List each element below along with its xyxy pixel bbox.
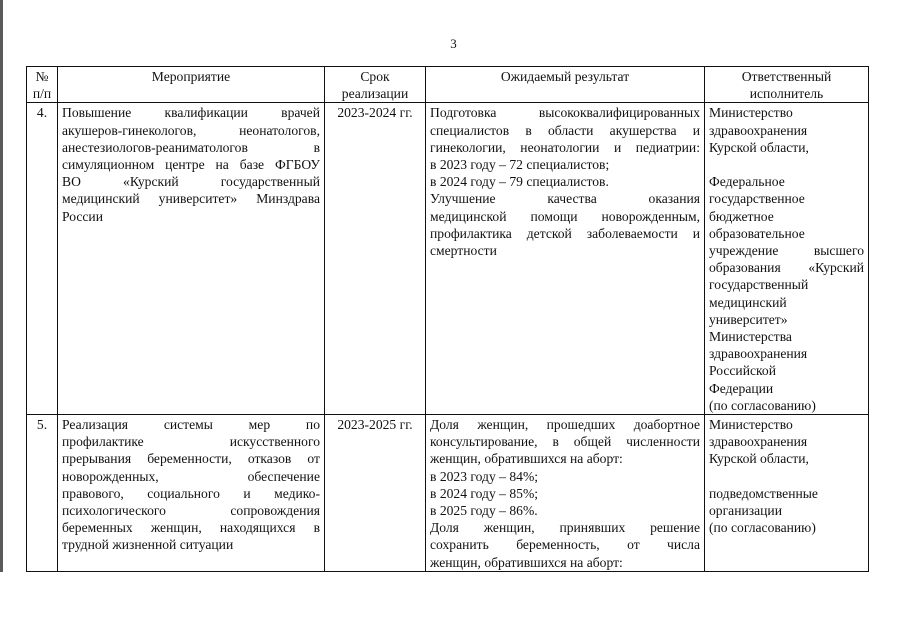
header-term-line2: реализации [341,86,409,102]
table-row [27,415,869,577]
responsible-line: здравоохранения [709,122,808,138]
responsible-blank-line [709,156,864,173]
event-cell [58,103,325,415]
header-num-line2: п/п [32,86,52,102]
responsible-line: образования «Курский [709,260,864,276]
result-cell [426,103,705,415]
responsible-line: университет» [709,311,788,327]
table-bottom-border [26,571,868,572]
result-line: Улучшение качества оказания [430,191,700,207]
responsible-line: здравоохранения [709,346,808,362]
result-line: специалистов в области акушерства и [430,122,700,138]
header-term [325,67,426,103]
responsible-line: государственный [709,277,809,293]
scan-left-edge [0,0,3,640]
event-line: Реализация системы мер по [62,417,320,433]
result-line: сохранить беременность, от числа [430,537,700,553]
term-cell: 2023-2024 гг. [325,103,426,415]
event-cell [58,415,325,577]
result-line: консультирование, в общей численности [430,434,700,450]
header-responsible [705,67,869,103]
responsible-line: Министерство [709,417,793,433]
row-number: 5. [27,415,58,577]
result-line: в 2024 году – 85%; [430,485,539,501]
result-line: профилактика детской заболеваемости и [430,225,700,241]
event-line: Повышение квалификации врачей [62,105,320,121]
result-line: гинекологии, неонатологии и педиатрии: [430,139,700,155]
header-term-line1: Срок [360,69,390,84]
header-responsible-line1: Ответственный [741,69,832,84]
event-line: правового, социального и медико- [62,485,320,501]
result-line: Подготовка высококвалифицированных [430,105,700,121]
responsible-line: Российской [709,363,776,379]
responsible-line: Федеральное [709,174,785,190]
event-line: симуляционном центре на базе ФГБОУ [62,157,320,173]
table-header-row [27,67,869,103]
result-line: медицинской помощи новорожденным, [430,208,700,224]
event-line: ВО «Курский государственный [62,174,320,190]
responsible-line: Курской области, [709,139,809,155]
result-line: женщин, обратившихся на аборт: [430,554,623,570]
header-num [27,67,58,103]
responsible-line: Курской области, [709,451,809,467]
responsible-line: государственное [709,191,805,207]
event-line: беременных женщин, находящихся в [62,520,320,536]
responsible-cell [705,415,869,577]
responsible-line: Министерства [709,329,792,345]
result-line: Доля женщин, принявших решение [430,520,700,536]
row-number: 4. [27,103,58,415]
event-line: трудной жизненной ситуации [62,537,234,553]
event-line: новорожденных, обеспечение [62,468,320,484]
responsible-line: медицинский [709,294,787,310]
responsible-line: учреждение высшего [709,243,864,259]
responsible-line: образовательное [709,225,805,241]
responsible-blank-line [709,468,864,485]
event-line: медицинский университет» Минздрава [62,191,320,207]
page-number: 3 [450,36,457,51]
responsible-line: организации [709,503,782,519]
header-num-line1: № [35,69,49,84]
responsible-line: (по согласованию) [709,520,816,536]
result-line: смертности [430,243,497,259]
result-line: в 2023 году – 72 специалистов; [430,157,610,173]
responsible-cell [705,103,869,415]
result-line: в 2024 году – 79 специалистов. [430,174,609,190]
event-line: психологического сопровождения [62,503,320,519]
table-row [27,103,869,415]
responsible-line: Федерации [709,380,774,396]
event-line: акушеров-гинекологов, неонатологов, [62,122,320,138]
responsible-line: подведомственные [709,485,818,501]
event-line: прерывания беременности, отказов от [62,451,320,467]
measures-table [26,66,869,577]
header-result: Ожидаемый результат [426,67,705,103]
term-cell: 2023-2025 гг. [325,415,426,577]
header-event: Мероприятие [58,67,325,103]
event-line: анестезиологов-реаниматологов в [62,139,320,155]
responsible-line: здравоохранения [709,434,808,450]
responsible-line: бюджетное [709,208,774,224]
result-cell [426,415,705,577]
header-responsible-line2: исполнитель [749,86,824,102]
responsible-line: (по согласованию) [709,397,816,413]
result-line: Доля женщин, прошедших доабортное [430,417,700,433]
responsible-line: Министерство [709,105,793,121]
result-line: в 2023 году – 84%; [430,468,539,484]
event-line: России [62,208,103,224]
result-line: женщин, обратившихся на аборт: [430,451,623,467]
event-line: профилактике искусственного [62,434,320,450]
page-bottom-margin [0,572,907,640]
result-line: в 2025 году – 86%. [430,503,538,519]
